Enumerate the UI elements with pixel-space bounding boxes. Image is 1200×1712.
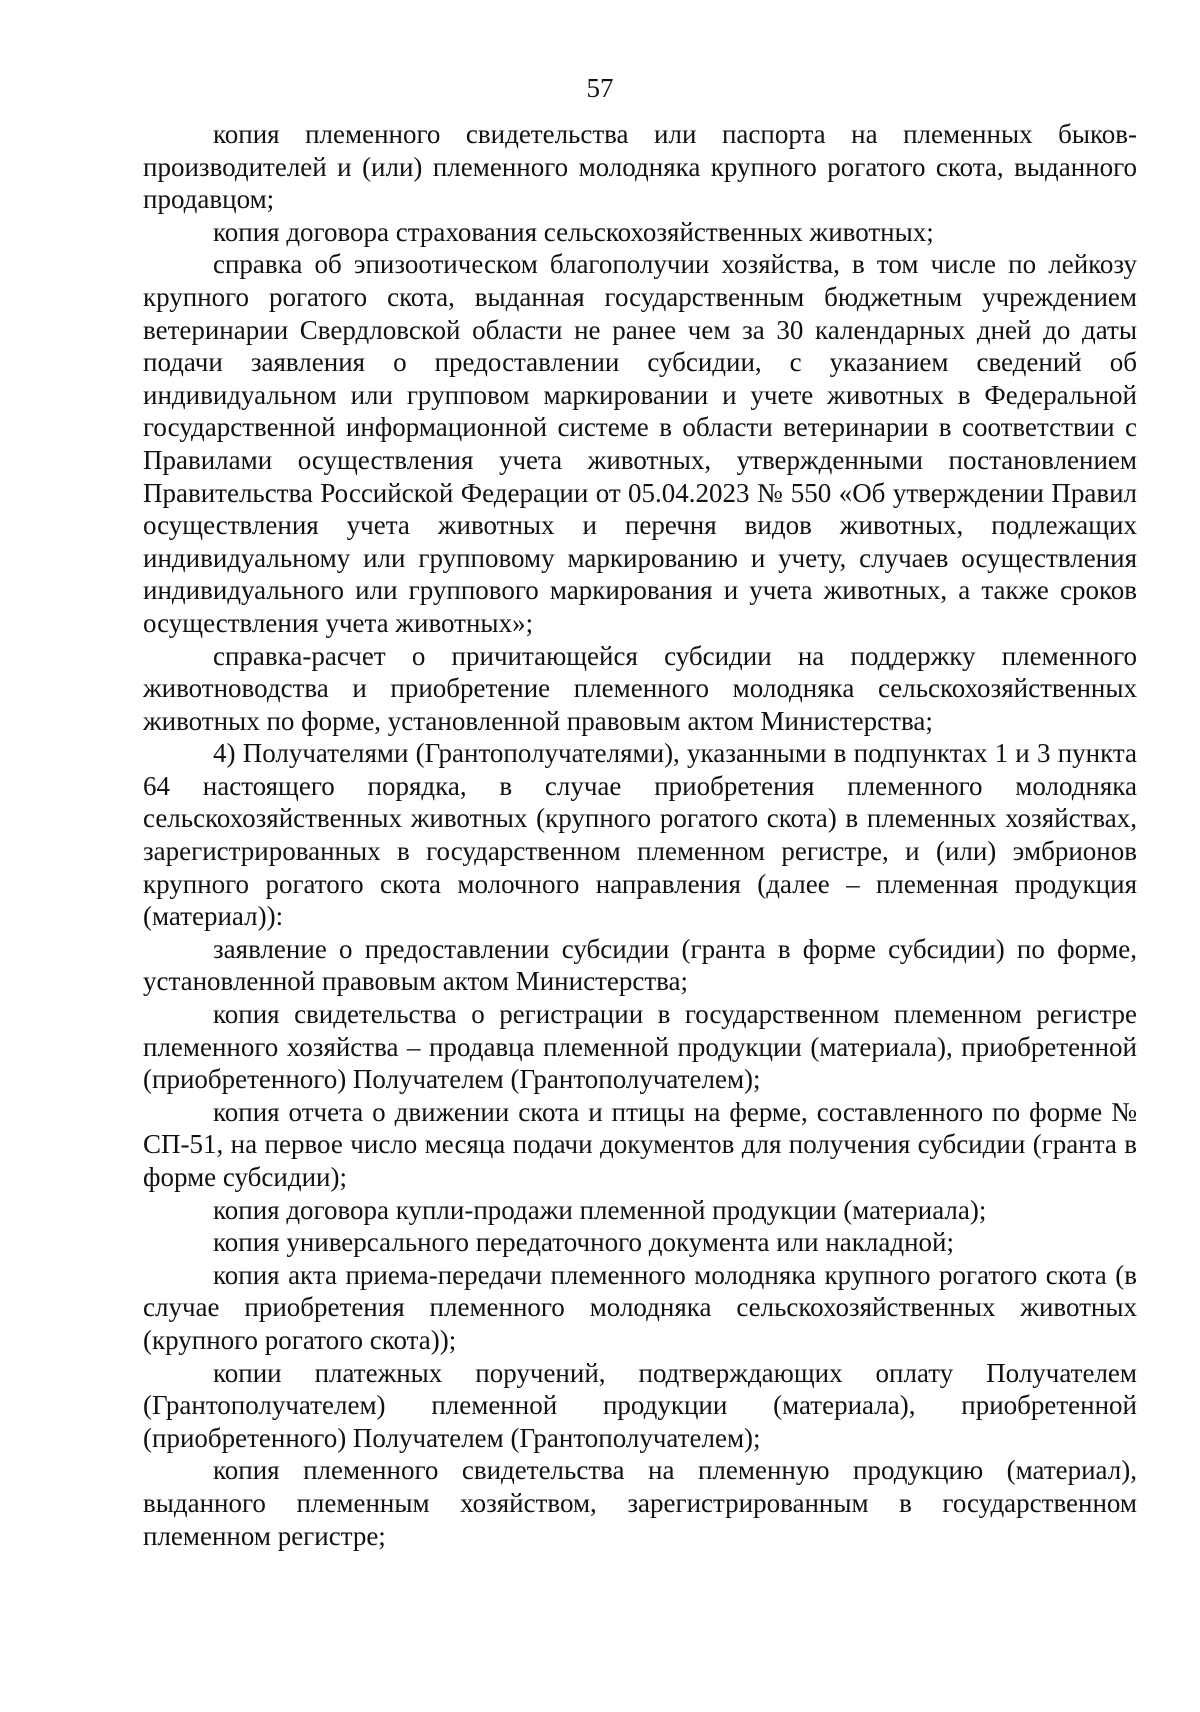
paragraph: заявление о предоставлении субсидии (гранта в форме субсидии) по форме, установленной правовым актом Министерства; [143, 933, 1137, 997]
paragraph: копия племенного свидетельства или паспорта на племенных быков-производителей и (или) племенного молодняка крупного рогатого скота, выданного продавцом; [143, 119, 1137, 215]
paragraph: копии платежных поручений, подтверждающих оплату Получателем (Грантополучателем) племенной продукции (материала), приобретенной (приобретенного) Получателем (Грантополучателем); [143, 1357, 1137, 1453]
paragraph: копия договора купли-продажи племенной продукции (материала); [213, 1194, 987, 1225]
page-number: 57 [586, 73, 614, 103]
paragraph: копия племенного свидетельства на племенную продукцию (материал), выданного племенным хозяйством, зарегистрированным в государственном племенном регистре; [143, 1455, 1137, 1551]
paragraph: копия универсального передаточного документа или накладной; [213, 1227, 954, 1258]
paragraph: копия акта приема-передачи племенного молодняка крупного рогатого скота (в случае приобретения племенного молодняка сельскохозяйственных животных (крупного рогатого скота)); [143, 1259, 1137, 1355]
paragraph: 4) Получателями (Грантополучателями), указанными в подпунктах 1 и 3 пункта 64 настоящего порядка, в случае приобретения племенного молодняка сельскохозяйственных животных (крупного рогатого скота) в племенных хозяйствах, зарегистрированных в государственном племенном регистре, и (или) эмбрионов крупного рогатого скота молочного направления (далее – племенная продукция (материал)): [143, 738, 1137, 932]
paragraph: справка-расчет о причитающейся субсидии на поддержку племенного животноводства и приобретение племенного молодняка сельскохозяйственных животных по форме, установленной правовым актом Министерства; [143, 640, 1137, 736]
document-body [143, 118, 1137, 1552]
paragraph: копия свидетельства о регистрации в государственном племенном регистре племенного хозяйства – продавца племенной продукции (материала), приобретенной (приобретенного) Получателем (Грантополучателем); [143, 999, 1137, 1095]
paragraph: справка об эпизоотическом благополучии хозяйства, в том числе по лейкозу крупного рогатого скота, выданная государственным бюджетным учреждением ветеринарии Свердловской области не ранее чем за 30 календарных дней до даты подачи заявления о предоставлении субсидии, с указанием сведений об индивидуальном или групповом маркировании и учете животных в Федеральной государственной информационной системе в области ветеринарии в соответствии с Правилами осуществления учета животных, утвержденными постановлением Правительства Российской Федерации от 05.04.2023 № 550 «Об утверждении Правил осуществления учета животных и перечня видов животных, подлежащих индивидуальному или групповому маркированию и учету, случаев осуществления индивидуального или группового маркирования и учета животных, а также сроков осуществления учета животных»; [143, 249, 1137, 638]
paragraph: копия отчета о движении скота и птицы на ферме, составленного по форме № СП-51, на первое число месяца подачи документов для получения субсидии (гранта в форме субсидии); [143, 1096, 1137, 1192]
paragraph: копия договора страхования сельскохозяйственных животных; [213, 216, 934, 247]
